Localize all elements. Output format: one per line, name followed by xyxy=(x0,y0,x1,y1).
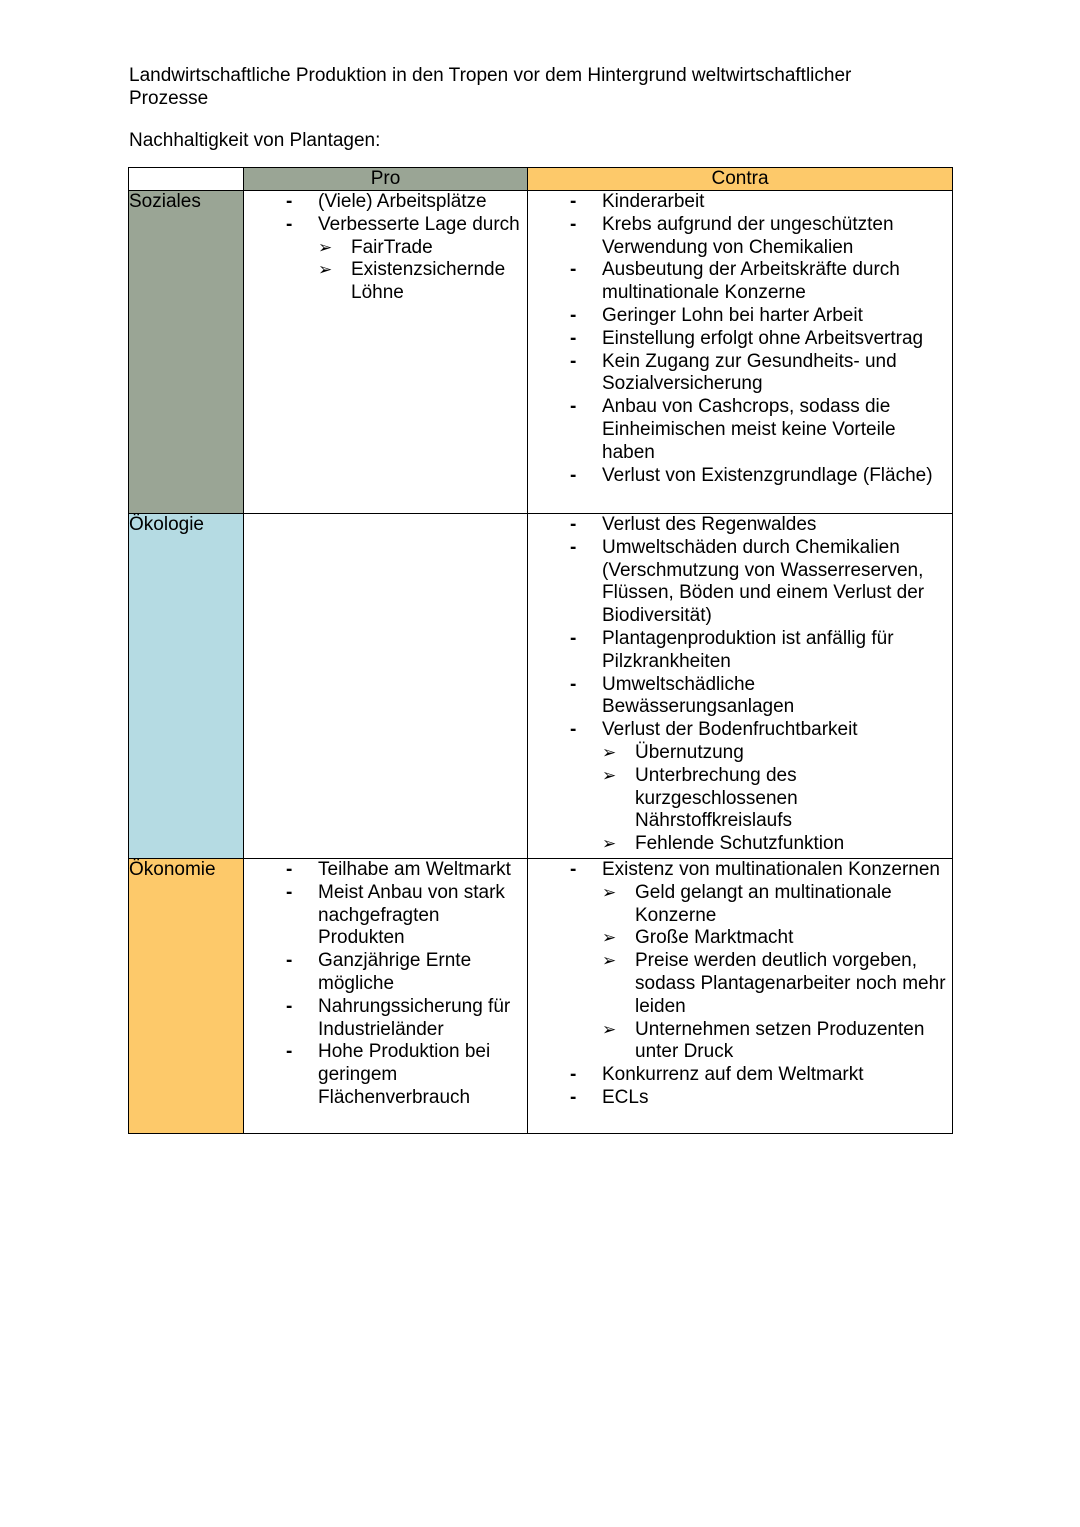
list-item-text: Kein Zugang zur Gesundheits- und Sozialversicherung xyxy=(602,350,897,395)
list-item-text: Kinderarbeit xyxy=(602,191,705,212)
list-item-text: Verlust von Existenzgrundlage (Fläche) xyxy=(602,464,933,486)
row-oekologie xyxy=(129,514,953,859)
list-item-text: Krebs aufgrund der ungeschützten Verwendung von Chemikalien xyxy=(602,213,894,258)
list-item-text: Umweltschäden durch Chemikalien (Verschmutzung von Wasserreserven, Flüssen, Böden und einem Verlust der Biodiversität) xyxy=(602,536,925,627)
list-item-text: Geringer Lohn bei harter Arbeit xyxy=(602,304,863,326)
row-label: Ökologie xyxy=(129,514,244,859)
list-item-text: Ganzjährige Ernte mögliche xyxy=(318,950,472,994)
sub-list xyxy=(602,742,952,856)
section-heading: Nachhaltigkeit von Plantagen: xyxy=(129,130,381,151)
sub-list-item: ➢ Fehlende Schutzfunktion xyxy=(602,833,952,856)
list-item xyxy=(286,950,527,996)
list-item-text: Anbau von Cashcrops, sodass die Einheimischen meist keine Vorteile haben xyxy=(602,396,896,463)
list-item-text: Existenz von multinationalen Konzernen xyxy=(602,859,940,880)
list-item-text: Teilhabe am Weltmarkt xyxy=(318,859,511,880)
list-item-text: Einstellung erfolgt ohne Arbeitsvertrag xyxy=(602,327,924,349)
sub-list-item: ➢ FairTrade xyxy=(318,237,527,260)
header-pro: Pro xyxy=(244,168,528,191)
list-item-text: (Viele) Arbeitsplätze xyxy=(318,191,487,212)
header-contra: Contra xyxy=(528,168,953,191)
row-label: Ökonomie xyxy=(129,859,244,1134)
pro-list xyxy=(244,191,527,305)
list-item xyxy=(570,719,952,856)
list-item xyxy=(570,396,952,464)
list-item xyxy=(570,1087,952,1110)
pro-cell xyxy=(244,514,528,859)
row-oekonomie xyxy=(129,859,953,1134)
contra-cell xyxy=(528,191,953,514)
list-item xyxy=(570,259,952,305)
document-title: Landwirtschaftliche Produktion in den Tropen vor dem Hintergrund weltwirtschaftlicher Prozesse xyxy=(129,65,852,109)
sub-list-item: ➢ Übernutzung xyxy=(602,742,952,765)
list-item xyxy=(286,859,527,882)
list-item xyxy=(570,628,952,674)
contra-list xyxy=(528,191,952,487)
list-item-text: Umweltschädliche Bewässerungsanlagen xyxy=(602,673,795,718)
list-item xyxy=(570,305,952,328)
pro-contra-table xyxy=(128,167,953,1134)
list-item-text: Plantagenproduktion ist anfällig für Pilzkrankheiten xyxy=(602,627,894,672)
list-item xyxy=(570,191,952,214)
list-item xyxy=(286,191,527,214)
list-item-text: Verbesserte Lage durch xyxy=(318,213,520,235)
list-item-text: Meist Anbau von stark nachgefragten Produkten xyxy=(318,881,505,949)
list-item-text: ECLs xyxy=(602,1086,649,1108)
pro-cell xyxy=(244,191,528,514)
list-item xyxy=(570,465,952,488)
list-item-text: Konkurrenz auf dem Weltmarkt xyxy=(602,1064,864,1086)
list-item xyxy=(286,996,527,1042)
list-item xyxy=(286,214,527,305)
contra-list xyxy=(528,514,952,856)
row-soziales xyxy=(129,191,953,514)
list-item xyxy=(570,1064,952,1087)
list-item xyxy=(286,1041,527,1109)
sub-list-item: ➢ Preise werden deutlich vorgeben, sodass Plantagenarbeiter noch mehr leiden xyxy=(602,950,952,1018)
header-blank-cell xyxy=(129,168,244,191)
contra-cell xyxy=(528,859,953,1134)
table-header-row xyxy=(129,168,953,191)
row-label: Soziales xyxy=(129,191,244,514)
list-item xyxy=(570,351,952,397)
list-item xyxy=(570,214,952,260)
list-item-text: Hohe Produktion bei geringem Flächenverbrauch xyxy=(318,1041,491,1108)
list-item-text: Ausbeutung der Arbeitskräfte durch multinationale Konzerne xyxy=(602,259,900,304)
sub-list xyxy=(318,237,527,305)
pro-cell xyxy=(244,859,528,1134)
list-item-text: Nahrungssicherung für Industrieländer xyxy=(318,995,511,1040)
sub-list-item: ➢ Große Marktmacht xyxy=(602,927,952,950)
list-item xyxy=(570,674,952,720)
sub-list-item: ➢ Existenzsichernde Löhne xyxy=(318,259,527,305)
contra-list xyxy=(528,859,952,1110)
list-item xyxy=(570,514,952,537)
sub-list-item: ➢ Geld gelangt an multinationale Konzerne xyxy=(602,882,952,928)
sub-list xyxy=(602,882,952,1064)
list-item-text: Verlust des Regenwaldes xyxy=(602,514,817,535)
list-item-text: Verlust der Bodenfruchtbarkeit xyxy=(602,719,858,741)
list-item xyxy=(286,882,527,950)
list-item xyxy=(570,859,952,1064)
list-item xyxy=(570,328,952,351)
contra-cell xyxy=(528,514,953,859)
pro-list xyxy=(244,859,527,1110)
sub-list-item: ➢ Unterbrechung des kurzgeschlossenen Nährstoffkreislaufs xyxy=(602,765,952,833)
sub-list-item: ➢ Unternehmen setzen Produzenten unter Druck xyxy=(602,1019,952,1065)
list-item xyxy=(570,537,952,628)
